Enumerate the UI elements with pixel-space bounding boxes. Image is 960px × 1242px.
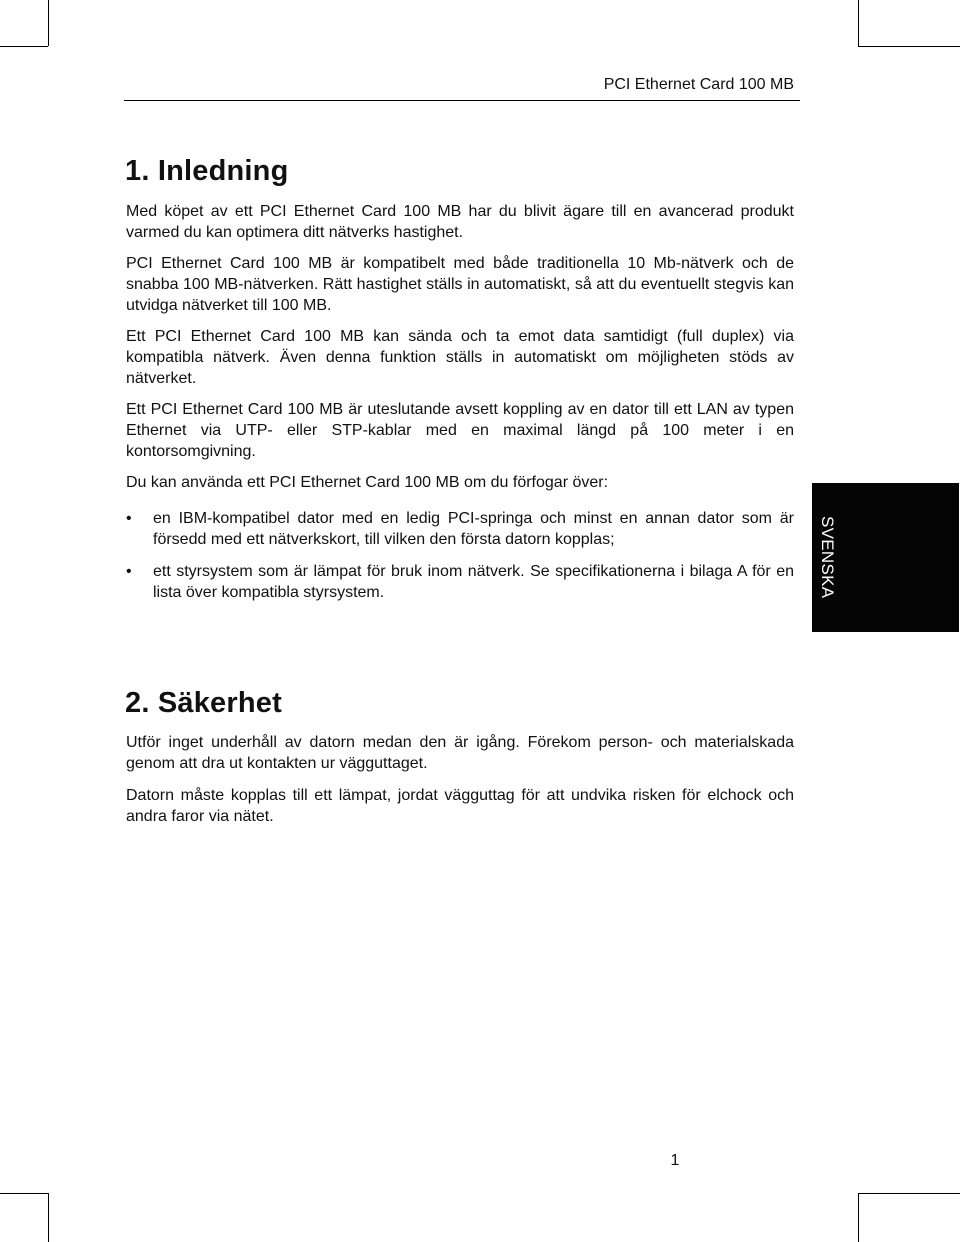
crop-mark-bottom-left-vertical [48, 1193, 49, 1242]
maintenance-paragraph: Utför inget underhåll av datorn medan den är igång. Förekom person- och materialskada genom att dra ut kontakten ur vägguttaget. [126, 734, 794, 772]
crop-mark-bottom-right-vertical [858, 1193, 859, 1242]
crop-mark-bottom-left-horizontal [0, 1193, 48, 1194]
intended-use-paragraph: Ett PCI Ethernet Card 100 MB är uteslutande avsett koppling av en dator till ett LAN av typen Ethernet via UTP- eller STP-kablar med en maximal längd på 100 meter i en kontorsomgivning. [126, 401, 794, 460]
requirements-list [126, 508, 794, 603]
list-item-text: en IBM-kompatibel dator med en ledig PCI-springa och minst en annan dator som är försedd med ett nätverkskort, till vilken den första datorn kopplas; [153, 510, 794, 548]
section-1-body [126, 201, 794, 603]
running-header-title: PCI Ethernet Card 100 MB [603, 76, 794, 93]
section-2-heading: 2. Säkerhet [125, 687, 282, 719]
section-2-body [126, 732, 794, 827]
list-item [126, 561, 794, 603]
list-item-text: ett styrsystem som är lämpat för bruk inom nätverk. Se specifikationerna i bilaga A för en lista över kompatibla styrsystem. [153, 563, 794, 601]
crop-mark-top-right-vertical [858, 0, 859, 46]
bullet-icon: • [126, 510, 132, 527]
grounding-paragraph: Datorn måste kopplas till ett lämpat, jordat vägguttag för att undvika risken för elchock och andra faror via nätet. [126, 787, 794, 825]
language-side-tab-label: SVENSKA [818, 516, 837, 599]
section-1-heading: 1. Inledning [125, 155, 289, 187]
crop-mark-top-left-horizontal [0, 46, 48, 47]
language-side-tab [812, 483, 959, 632]
list-item [126, 508, 794, 550]
crop-mark-top-left-vertical [48, 0, 49, 46]
duplex-paragraph: Ett PCI Ethernet Card 100 MB kan sända och ta emot data samtidigt (full duplex) via kompatibla nätverk. Även denna funktion ställs in automatiskt om möjligheten stöds av nätverket. [126, 328, 794, 387]
page-number: 1 [670, 1152, 680, 1169]
requirements-intro-paragraph: Du kan använda ett PCI Ethernet Card 100 MB om du förfogar över: [126, 474, 609, 491]
crop-mark-bottom-right-horizontal [858, 1193, 960, 1194]
bullet-icon: • [126, 563, 132, 580]
intro-paragraph: Med köpet av ett PCI Ethernet Card 100 MB har du blivit ägare till en avancerad produkt varmed du kan optimera ditt nätverks hastighet. [126, 203, 794, 241]
compatibility-paragraph: PCI Ethernet Card 100 MB är kompatibelt med både traditionella 10 Mb-nätverk och de snabba 100 MB-nätverken. Rätt hastighet ställs in automatiskt, så att du eventuellt stegvis kan utvidga nätverket till 100 MB. [126, 255, 794, 314]
header-rule [124, 100, 800, 101]
crop-mark-top-right-horizontal [858, 46, 960, 47]
